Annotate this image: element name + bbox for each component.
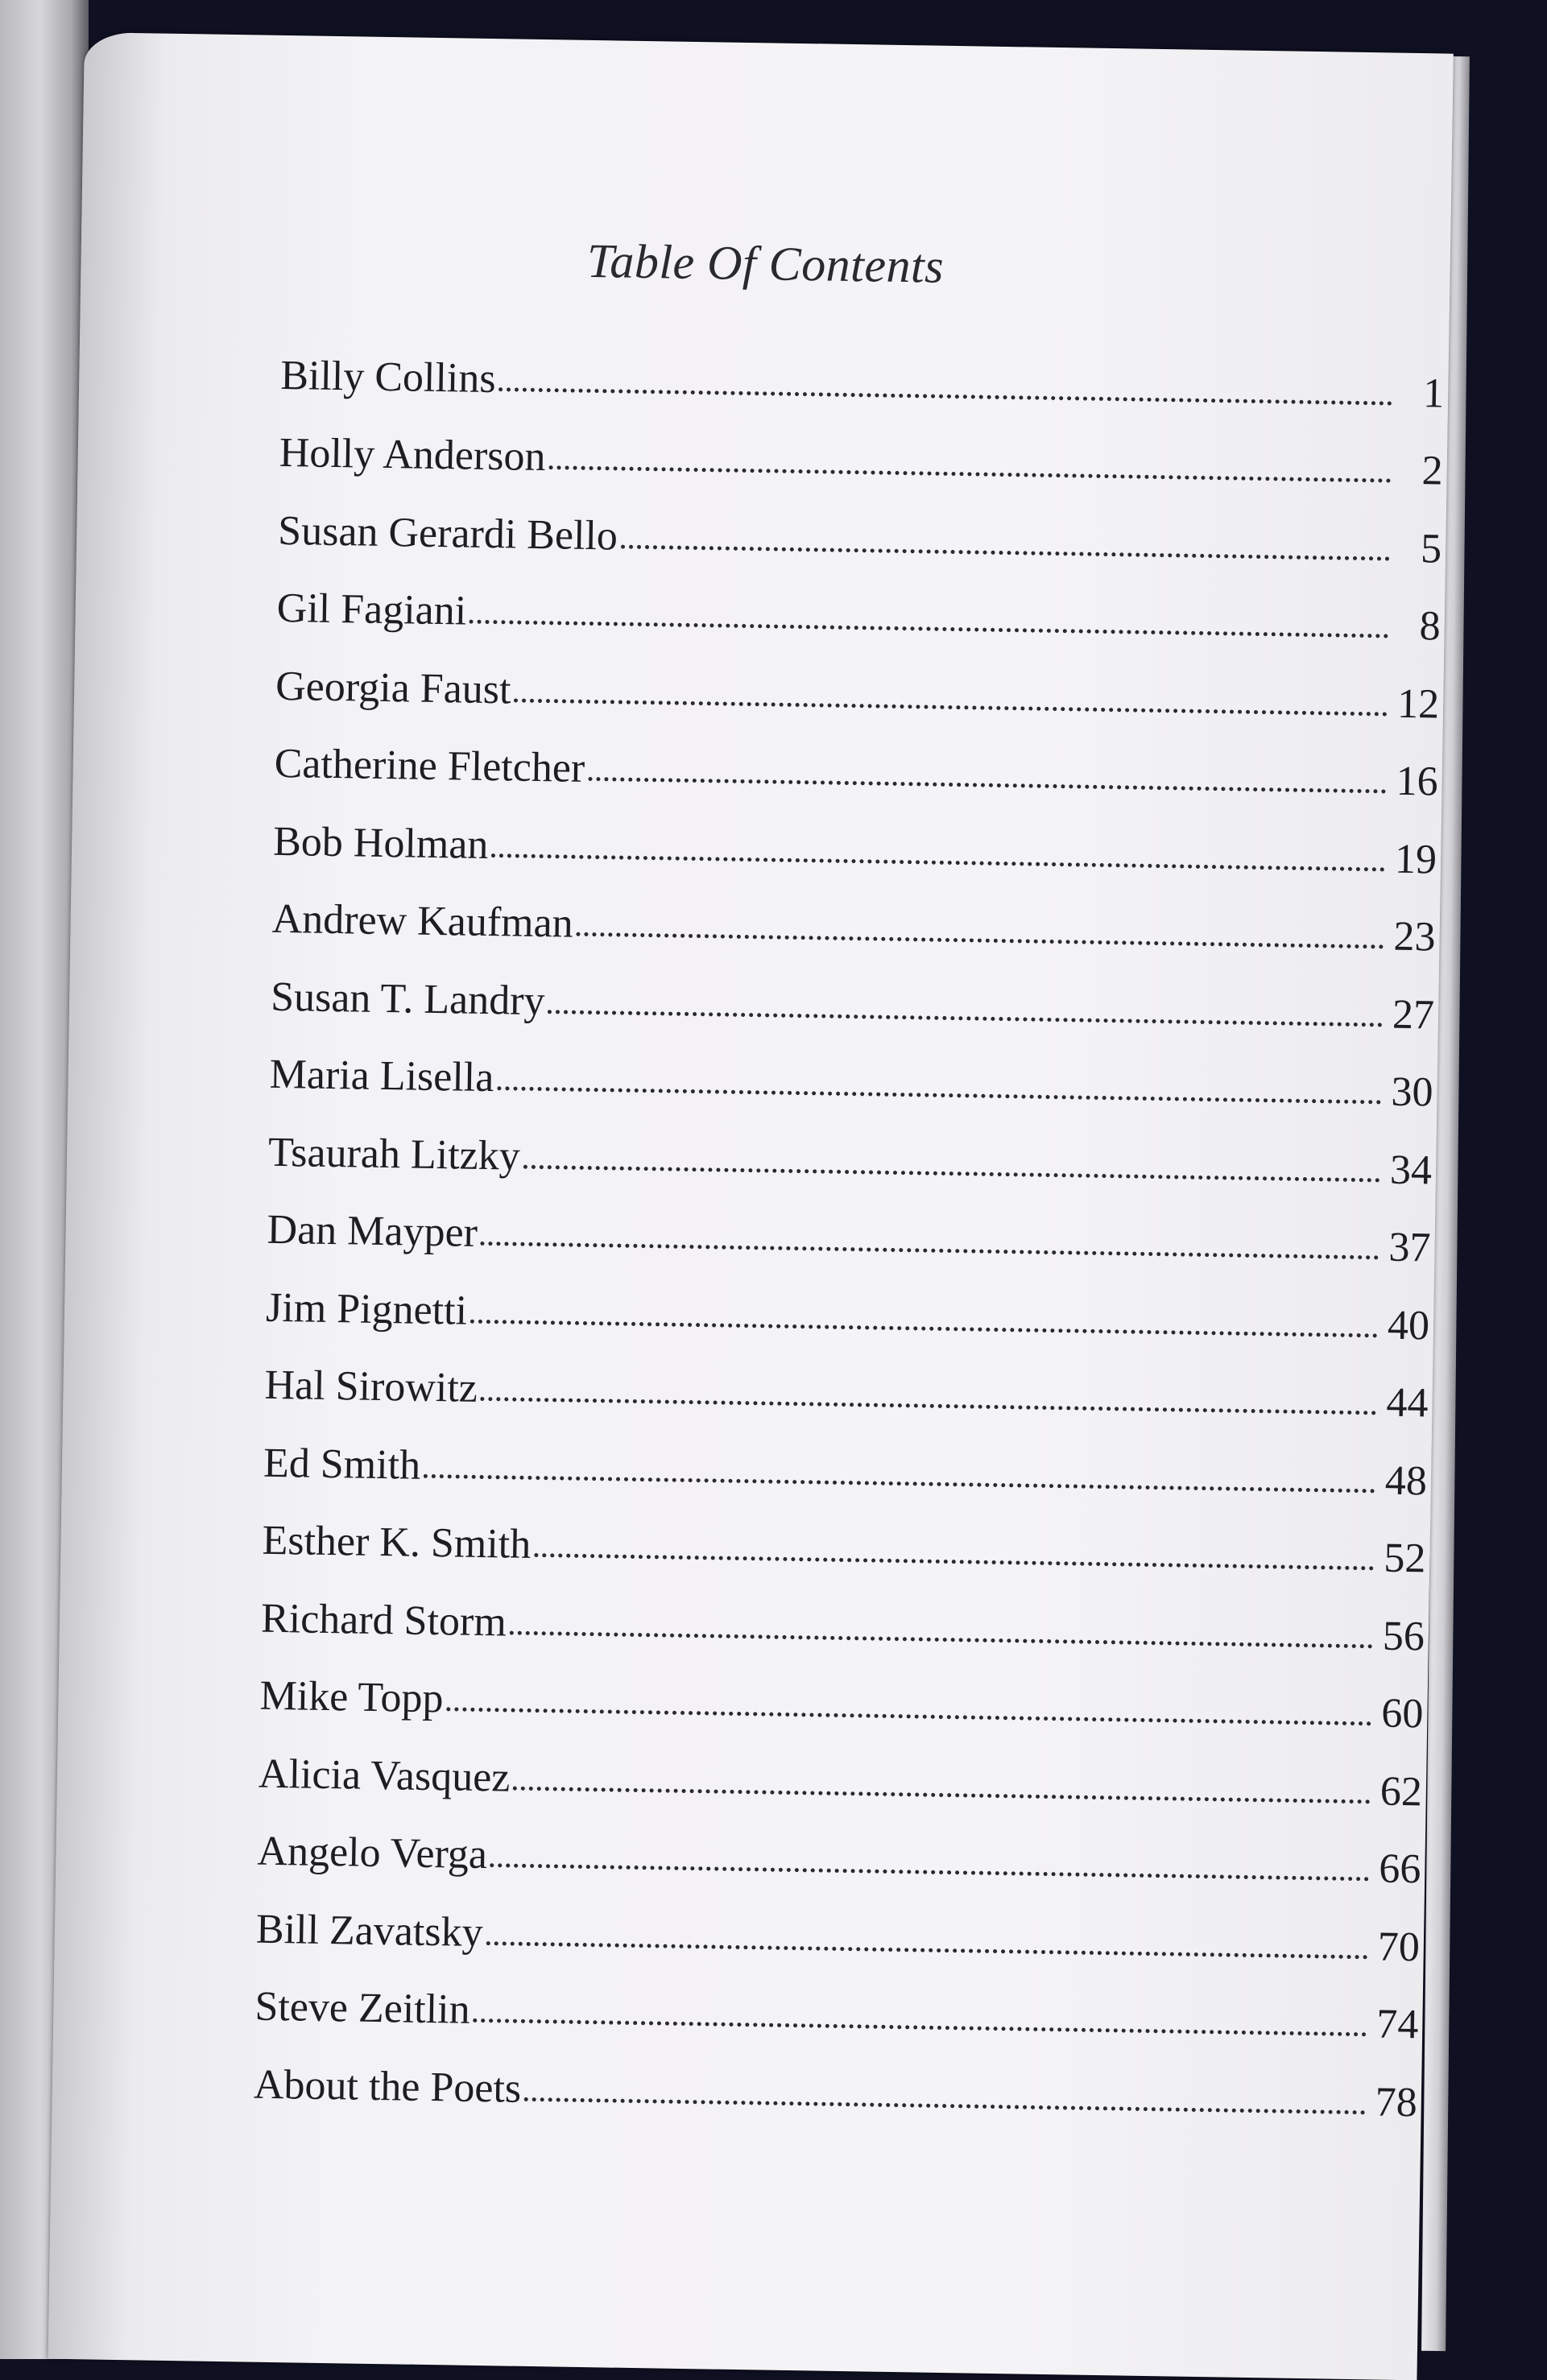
toc-entry-page: 8 <box>1419 603 1442 650</box>
table-of-contents <box>254 321 1446 2126</box>
toc-entry-page: 62 <box>1379 1768 1423 1815</box>
dot-leader <box>490 1863 1369 1881</box>
dot-leader <box>486 1941 1367 1959</box>
dot-leader <box>498 387 1392 405</box>
toc-entry-name: Mike Topp <box>259 1672 444 1722</box>
toc-entry-name: Steve Zeitlin <box>254 1983 471 2033</box>
toc-entry-page: 37 <box>1388 1224 1431 1271</box>
toc-entry-name: Maria Lisella <box>269 1051 494 1101</box>
toc-entry-name: Angelo Verga <box>257 1828 488 1878</box>
toc-entry-page: 23 <box>1393 913 1436 961</box>
toc-entry-page: 27 <box>1392 991 1435 1038</box>
toc-entry-page: 48 <box>1384 1457 1428 1504</box>
dot-leader <box>548 1010 1383 1027</box>
contents-page <box>48 32 1454 2380</box>
page-title: Table Of Contents <box>586 233 945 293</box>
toc-entry-page: 12 <box>1396 680 1440 728</box>
toc-entry-name: Tsaurah Litzky <box>267 1129 521 1180</box>
toc-entry-name: Susan T. Landry <box>270 973 545 1024</box>
toc-entry-name: Esther K. Smith <box>262 1517 532 1568</box>
toc-entry-name: About the Poets <box>253 2061 522 2112</box>
dot-leader <box>513 1786 1371 1804</box>
toc-entry-page: 52 <box>1383 1535 1426 1582</box>
toc-entry-name: Bill Zavatsky <box>255 1906 484 1956</box>
dot-leader <box>576 932 1384 949</box>
toc-entry-page: 16 <box>1396 758 1439 805</box>
toc-entry-name: Holly Anderson <box>279 429 546 481</box>
dot-leader <box>470 1319 1378 1337</box>
toc-entry-name: Jim Pignetti <box>265 1284 468 1334</box>
toc-entry-page: 56 <box>1382 1613 1425 1659</box>
toc-entry-page: 70 <box>1377 1923 1421 1970</box>
toc-entry-page: 1 <box>1422 370 1445 417</box>
dot-leader <box>481 1242 1379 1260</box>
toc-entry-page: 60 <box>1380 1690 1424 1737</box>
toc-entry-name: Georgia Faust <box>275 663 511 713</box>
dot-leader <box>588 777 1386 794</box>
dot-leader <box>491 853 1385 871</box>
dot-leader <box>424 1473 1375 1493</box>
toc-entry-page: 78 <box>1375 2078 1418 2126</box>
dot-leader <box>534 1553 1374 1570</box>
toc-entry-name: Hal Sirowitz <box>264 1361 478 1411</box>
toc-entry-page: 66 <box>1378 1845 1421 1893</box>
toc-entry-name: Gil Fagiani <box>276 585 467 634</box>
toc-entry-page: 19 <box>1394 836 1437 882</box>
toc-entry-page: 30 <box>1391 1068 1433 1116</box>
toc-entry-name: Bob Holman <box>272 818 489 868</box>
toc-entry-name: Billy Collins <box>279 352 497 402</box>
toc-entry-name: Catherine Fletcher <box>274 740 585 791</box>
toc-entry-page: 44 <box>1386 1379 1429 1427</box>
dot-leader <box>473 2018 1367 2036</box>
toc-entry-name: Dan Mayper <box>267 1206 478 1256</box>
dot-leader <box>548 465 1391 482</box>
dot-leader <box>514 698 1388 716</box>
toc-entry-name: Susan Gerardi Bello <box>277 507 618 559</box>
dot-leader <box>469 620 1389 638</box>
toc-entry-page: 5 <box>1420 525 1442 572</box>
toc-entry-name: Richard Storm <box>260 1595 507 1645</box>
dot-leader <box>524 2097 1366 2113</box>
toc-entry-page: 2 <box>1421 448 1444 494</box>
dot-leader <box>510 1630 1373 1648</box>
toc-entry-name: Andrew Kaufman <box>271 895 574 947</box>
dot-leader <box>446 1707 1371 1725</box>
dot-leader <box>621 544 1390 560</box>
dot-leader <box>481 1397 1377 1415</box>
toc-entry-name: Ed Smith <box>263 1440 421 1489</box>
dot-leader <box>523 1164 1379 1182</box>
dot-leader <box>497 1086 1381 1104</box>
toc-entry-page: 74 <box>1375 2001 1419 2048</box>
toc-entry-page: 34 <box>1389 1147 1433 1193</box>
toc-entry-name: Alicia Vasquez <box>258 1750 511 1801</box>
toc-entry-page: 40 <box>1387 1302 1430 1349</box>
